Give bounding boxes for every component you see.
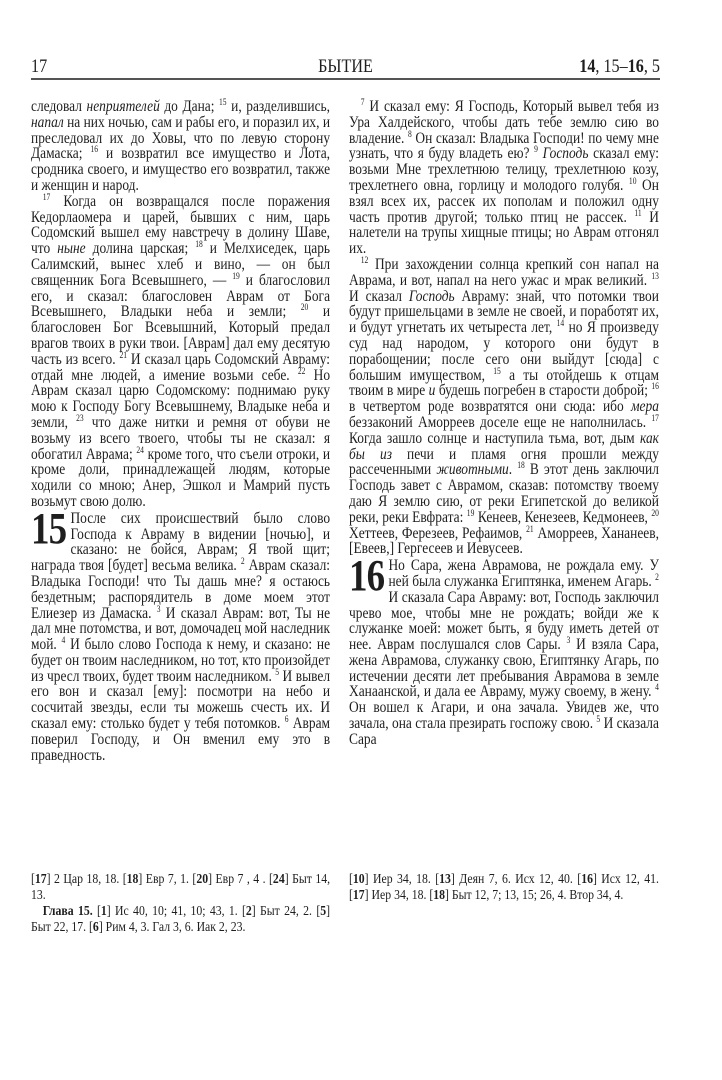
text-run: долина царская; bbox=[85, 240, 196, 258]
bold-reference: 17 bbox=[352, 888, 365, 903]
text-run: ] Иер 34, 18. [ bbox=[364, 872, 440, 887]
text-run: ] Рим 4, 3. Гал 3, 6. Иак 2, 23. bbox=[98, 920, 246, 935]
bold-reference: 18 bbox=[433, 888, 446, 903]
text-run: ] 2 Цар 18, 18. [ bbox=[46, 872, 127, 887]
verse-number: 11 bbox=[634, 207, 642, 218]
verse-number: 8 bbox=[407, 128, 412, 139]
chapter-number: 15 bbox=[31, 503, 67, 553]
verse-number: 17 bbox=[42, 191, 51, 202]
paragraph bbox=[31, 191, 331, 510]
text-run: Когда он возвращался после поражения Кедорлаомера и царей, бывших с ним, царь Содомский вышел ему навстречу в долину Шаве, что bbox=[31, 192, 331, 258]
range-end-chapter: 16 bbox=[627, 56, 644, 77]
verse-number: 9 bbox=[534, 144, 538, 155]
text-run: Но Аврам сказал царю Содомскому: поднимаю руку мою к Господу Богу Всевышнему, Владыке неба и земли, bbox=[31, 366, 331, 431]
text-run: ] Исх 12, 41. [ bbox=[349, 872, 659, 903]
text-run: Хеттеев, Ферезеев, Рефаимов, bbox=[349, 524, 527, 542]
verse-number: 12 bbox=[360, 254, 369, 265]
verse-number: 21 bbox=[119, 349, 128, 360]
range-end-verse: , 5 bbox=[643, 56, 660, 77]
text-run: Аврам сказал: Владыка Господи! что Ты дашь мне? я остаюсь бездетным; распорядитель в доме моем этот Елиезер из Дамаска. bbox=[31, 557, 331, 622]
verse-number: 4 bbox=[61, 635, 66, 646]
text-run: При захождении солнца крепкий сон напал на Аврама, и вот, напал на него ужас и мрак великий. bbox=[349, 255, 659, 289]
text-run: в четвертом роде возвратятся они сюда: ибо bbox=[349, 398, 631, 416]
verse-number: 13 bbox=[651, 270, 659, 281]
verse-number: 3 bbox=[156, 603, 161, 614]
text-run: Аврам поверил Господу, и Он вменил ему это в праведность. bbox=[31, 715, 331, 764]
bold-reference: 20 bbox=[196, 872, 209, 887]
verse-number: 2 bbox=[655, 571, 659, 582]
verse-number: 20 bbox=[300, 302, 309, 313]
bold-reference: 5 bbox=[320, 904, 327, 919]
text-run: и благословил его, и сказал: благословен Аврам от Бога Всевышнего, Владыки неба и земли; bbox=[31, 271, 331, 321]
verse-number: 4 bbox=[655, 682, 659, 693]
right-text-column bbox=[349, 99, 659, 748]
chapter-paragraph bbox=[31, 503, 331, 764]
italic-text: ныне bbox=[57, 240, 86, 258]
verse-number: 15 bbox=[219, 97, 227, 107]
verse-number: 20 bbox=[651, 507, 659, 518]
verse-number: 21 bbox=[526, 523, 534, 534]
text-run: ] Деян 7, 6. Исх 12, 40. [ bbox=[450, 872, 582, 887]
text-run: ] Ис 40, 10; 41, 10; 43, 1. [ bbox=[106, 904, 246, 919]
bold-reference: 17 bbox=[34, 872, 47, 887]
bold-reference: 6 bbox=[92, 920, 99, 935]
verse-number: 16 bbox=[90, 144, 99, 155]
text-run: беззаконий Аморреев доселе еще не наполнилась. bbox=[349, 413, 652, 431]
text-run: В этот день заключил Господь завет с Аврамом, сказав: потомству твоему даю Я землю сию, от реки Египетской до великой реки, реки Евфрата: bbox=[349, 461, 659, 526]
text-run: и благословен Бог Всевышний, Который предал врагов твоих в руки твои. [Аврам] дал ему десятую часть из всего. bbox=[31, 303, 331, 368]
text-run: и возвратил все имущество и Лота, сродника своего, и имущество его возвратил, также и женщин и народ. bbox=[31, 145, 331, 194]
verse-number: 14 bbox=[556, 318, 565, 329]
paragraph bbox=[349, 254, 659, 558]
verse-number: 23 bbox=[76, 412, 84, 423]
text-run: что даже нитки и ремня от обуви не возьму из всего твоего, чтобы ты не сказал: я обогатил Аврама; bbox=[31, 413, 331, 463]
verse-number: 10 bbox=[628, 175, 637, 186]
bold-reference: 18 bbox=[126, 872, 139, 887]
book-title: БЫТИЕ bbox=[318, 56, 373, 77]
text-run: сказал ему: возьми Мне трехлетнюю телицу, трехлетнюю козу, трехлетнего овна, горлицу и молодого голубя. bbox=[349, 145, 659, 194]
verse-number: 2 bbox=[240, 556, 245, 567]
italic-text: Господь bbox=[408, 287, 455, 305]
text-run: но Я произведу суд над народом, у которого они будут в порабощении; после сего они выйдут [сюда] с большим имуществом, bbox=[349, 319, 659, 384]
text-run: и, разделившись, bbox=[226, 98, 331, 115]
header-rule bbox=[31, 78, 660, 80]
chapter-paragraph bbox=[349, 551, 659, 748]
text-run: И сказал bbox=[349, 287, 409, 305]
text-run: а ты отойдешь к отцам твоим в мире bbox=[349, 366, 659, 400]
italic-text: неприятелей bbox=[86, 98, 160, 115]
chapter-verse-range bbox=[579, 56, 660, 78]
text-run: Когда зашло солнце и наступила тьма, вот, дым bbox=[349, 429, 640, 447]
text-run: Он взял всех их, рассек их пополам и положил одну часть против другой; только птиц не рассек. bbox=[349, 176, 659, 226]
text-run: [ bbox=[349, 872, 353, 887]
text-run: на них ночью, сам и рабы его, и поразил их, и преследовал их до Ховы, что по левую сторону Дамаска; bbox=[31, 113, 331, 163]
verse-number: 5 bbox=[596, 714, 601, 725]
paragraph bbox=[349, 99, 659, 257]
italic-text: и bbox=[428, 382, 436, 400]
text-run: И было слово Господа к нему, и сказано: не будет он твоим наследником, но тот, кто произойдет из чресл твоих, будет твоим наследником. bbox=[31, 636, 331, 685]
verse-number: 19 bbox=[466, 507, 475, 518]
verse-number: 22 bbox=[297, 365, 306, 376]
text-run: следовал bbox=[31, 98, 87, 115]
paragraph bbox=[31, 99, 330, 194]
text-run: . bbox=[508, 461, 518, 479]
text-run: ] Евр 7, 1. [ bbox=[138, 872, 197, 887]
italic-text: мера bbox=[630, 398, 659, 416]
verse-number: 18 bbox=[517, 460, 525, 471]
verse-number: 7 bbox=[360, 97, 365, 107]
page-number: 17 bbox=[31, 56, 48, 77]
range-start-chapter: 14 bbox=[579, 56, 596, 77]
text-run: ] Быт 24, 2. [ bbox=[251, 904, 321, 919]
left-cross-references bbox=[31, 872, 330, 936]
range-start-verse: , 15– bbox=[595, 56, 628, 77]
right-cross-references bbox=[349, 872, 659, 904]
text-run: печи и пламя огня прошли между рассеченными bbox=[349, 445, 659, 479]
bold-reference: 16 bbox=[581, 872, 593, 887]
verse-number: 19 bbox=[232, 270, 240, 281]
text-run: И налетели на трупы хищные птицы; но Аврам отгонял их. bbox=[349, 208, 659, 258]
text-run: ] Иер 34, 18. [ bbox=[364, 888, 434, 903]
text-run: Но Сара, жена Аврамова, не рождала ему. У ней была служанка Египтянка, именем Агарь. bbox=[388, 557, 659, 590]
chapter-number: 16 bbox=[349, 551, 385, 601]
text-run: Кенеев, Кенезеев, Кедмонеев, bbox=[474, 508, 652, 526]
bold-reference: 2 bbox=[245, 904, 252, 919]
text-run: Авраму: знай, что потомки твои будут пришельцами в земле не своей, и поработят их, и будут угнетать их четыреста лет, bbox=[349, 287, 659, 337]
text-run: ] Быт 22, 17. [ bbox=[31, 904, 331, 935]
text-run: И сказал царь Содомский Авраму: отдай мне людей, а имение возьми себе. bbox=[31, 350, 331, 384]
paragraph bbox=[31, 872, 330, 904]
text-run: И сказала Сара bbox=[349, 715, 659, 748]
text-run: После сих происшествий было слово Господа к Авраму в видении [ночью], и сказано: не бойся, Аврам; Я твой щит; награда твоя [будет] весьма велика. bbox=[31, 509, 331, 575]
italic-text: животными bbox=[436, 461, 509, 479]
text-run: Он вошел к Агари, и она зачала. Увидев же, что зачала, она стала презирать госпожу свою. bbox=[349, 699, 659, 733]
verse-number: 3 bbox=[566, 635, 571, 646]
running-header bbox=[31, 56, 660, 78]
bold-reference: 1 bbox=[100, 904, 107, 919]
verse-number: 6 bbox=[284, 714, 289, 725]
text-run: ] Быт 14, 13. bbox=[31, 872, 331, 903]
italic-text: Господь bbox=[542, 145, 589, 163]
text-run: Он сказал: Владыка Господи! по чему мне узнать, что я буду владеть ею? bbox=[349, 129, 659, 163]
verse-number: 24 bbox=[136, 444, 144, 455]
bold-reference: Глава 15. bbox=[42, 904, 93, 919]
left-text-column bbox=[31, 99, 330, 763]
text-run: И сказал Аврам: вот, Ты не дал мне потомства, и вот, домочадец мой наследник мой. bbox=[31, 604, 331, 654]
bold-reference: 13 bbox=[439, 872, 451, 887]
verse-number: 5 bbox=[275, 666, 280, 677]
verse-number: 18 bbox=[195, 239, 203, 250]
text-run: кроме того, что съели отроки, и кроме доли, принадлежащей людям, которые ходили со мною; Анер, Эшкол и Мамрий пусть возьмут свою долю. bbox=[31, 445, 331, 510]
text-run: будешь погребен в старости доброй; bbox=[435, 382, 652, 400]
text-run: И сказала Сара Авраму: вот, Господь заключил чрево мое, чтобы мне не рождать; войди же к служанке моей: может быть, я буду иметь детей от нее. Аврам послушался слов Сары. bbox=[349, 588, 659, 654]
text-run: и Мелхиседек, царь Салимский, вынес хлеб и вино, — он был священник Бога Всевышнего, — bbox=[31, 240, 331, 289]
text-run: ] Быт 12, 7; 13, 15; 26, 4. Втор 34, 4. bbox=[445, 888, 624, 903]
text-run: ] Евр 7 , 4 . [ bbox=[208, 872, 273, 887]
verse-number: 16 bbox=[651, 381, 659, 392]
italic-text: как бы из bbox=[349, 429, 659, 463]
text-run: И сказал ему: Я Господь, Который вывел тебя из Ура Халдейского, чтобы дать тебе землю сию во владение. bbox=[349, 98, 659, 147]
bold-reference: 10 bbox=[352, 872, 365, 887]
text-run: И взяла Сара, жена Аврамова, служанку свою, Египтянку Агарь, по истечении десяти лет пребывания Аврамова в земле Ханаанской, и дала ее Авраму, мужу своему, в жену. bbox=[349, 636, 659, 701]
text-run: Аморреев, Хананеев, [Евеев,] Гергесеев и Иевусеев. bbox=[349, 524, 659, 558]
text-run: [ bbox=[92, 904, 101, 919]
text-run: до Дана; bbox=[159, 98, 220, 115]
italic-text: напал bbox=[31, 113, 64, 131]
paragraph bbox=[31, 904, 330, 936]
text-run: И вывел его вон и сказал [ему]: посмотри на небо и сосчитай звезды, если ты можешь счесть их. И сказал ему: столько будет у тебя потомков. bbox=[31, 667, 331, 733]
bold-reference: 24 bbox=[272, 872, 285, 887]
paragraph bbox=[349, 872, 659, 904]
verse-number: 17 bbox=[651, 412, 659, 423]
verse-number: 15 bbox=[493, 365, 501, 376]
text-run: [ bbox=[31, 872, 35, 887]
